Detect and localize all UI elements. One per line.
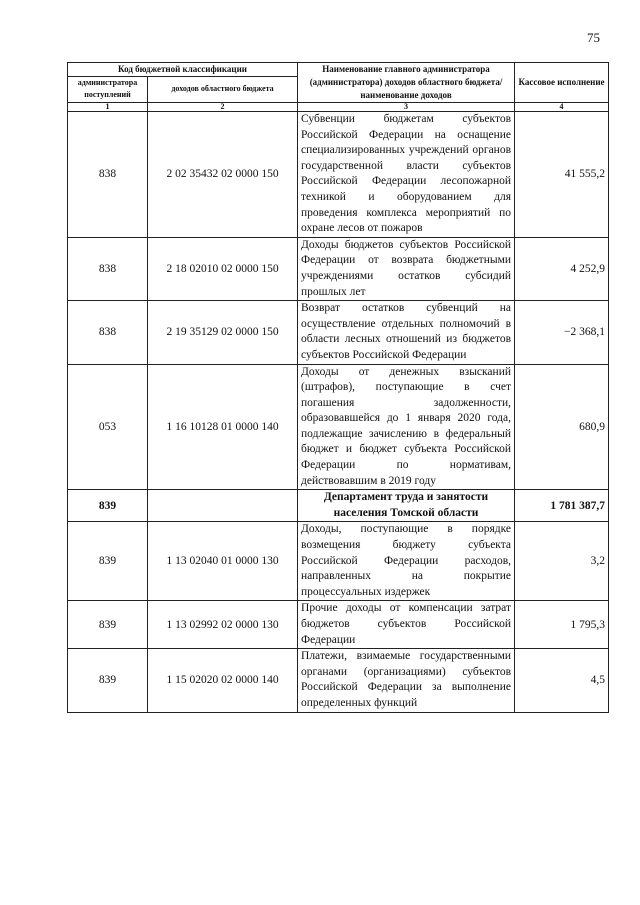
table-row bbox=[68, 301, 609, 364]
income-code-cell: 2 19 35129 02 0000 150 bbox=[148, 301, 298, 364]
header-income-code: доходов областного бюджета bbox=[148, 76, 298, 102]
admin-code-cell: 838 bbox=[68, 301, 148, 364]
department-total-cell: 1 781 387,7 bbox=[515, 490, 609, 522]
income-name-cell: Доходы от денежных взысканий (штрафов), поступающие в счет погашения задолженности, образовавшейся до 1 января 2020 года, подлежащие зачислению в федеральный бюджет и бюджет субъекта Российской Федерации по нормативам, действовавшим в 2019 году bbox=[298, 364, 515, 490]
amount-cell: 3,2 bbox=[515, 522, 609, 601]
admin-code-cell: 839 bbox=[68, 649, 148, 712]
table-row bbox=[68, 601, 609, 649]
income-name-cell: Возврат остатков субвенций на осуществление отдельных полномочий в области лесных отношений из бюджетов субъектов Российской Федерации bbox=[298, 301, 515, 364]
admin-code-cell: 839 bbox=[68, 601, 148, 649]
income-code-cell: 2 18 02010 02 0000 150 bbox=[148, 237, 298, 300]
column-number-4: 4 bbox=[515, 103, 609, 112]
income-name-cell: Платежи, взимаемые государственными органами (организациями) субъектов Российской Федерации за выполнение определенных функций bbox=[298, 649, 515, 712]
table-row bbox=[68, 112, 609, 238]
column-number-1: 1 bbox=[68, 103, 148, 112]
budget-revenue-table bbox=[67, 62, 609, 713]
income-code-cell: 1 13 02992 02 0000 130 bbox=[148, 601, 298, 649]
admin-code-cell: 838 bbox=[68, 237, 148, 300]
income-code-cell: 1 16 10128 01 0000 140 bbox=[148, 364, 298, 490]
income-code-cell: 2 02 35432 02 0000 150 bbox=[148, 112, 298, 238]
header-cash-execution: Кассовое исполнение bbox=[515, 63, 609, 103]
table-row bbox=[68, 364, 609, 490]
income-name-cell: Прочие доходы от компенсации затрат бюджетов субъектов Российской Федерации bbox=[298, 601, 515, 649]
header-administrator-name: Наименование главного администратора (администратора) доходов областного бюджета/ наименование доходов bbox=[298, 63, 515, 103]
income-code-cell: 1 13 02040 01 0000 130 bbox=[148, 522, 298, 601]
income-name-cell: Доходы бюджетов субъектов Российской Федерации от возврата бюджетными учреждениями остатков субсидий прошлых лет bbox=[298, 237, 515, 300]
income-name-cell: Доходы, поступающие в порядке возмещения бюджету субъекта Российской Федерации расходов, направленных на покрытие процессуальных издержек bbox=[298, 522, 515, 601]
department-row bbox=[68, 490, 609, 522]
admin-code-cell: 838 bbox=[68, 112, 148, 238]
amount-cell: 41 555,2 bbox=[515, 112, 609, 238]
income-name-cell: Субвенции бюджетам субъектов Российской Федерации на оснащение специализированных учреждений органов государственной власти субъектов Российской Федерации лесопожарной техникой и оборудованием для проведения комплекса мероприятий по охране лесов от пожаров bbox=[298, 112, 515, 238]
header-classification-code: Код бюджетной классификации bbox=[68, 63, 298, 77]
page-number: 75 bbox=[587, 30, 600, 45]
header-admin-code: администратора поступлений bbox=[68, 76, 148, 102]
table-row bbox=[68, 522, 609, 601]
column-number-3: 3 bbox=[298, 103, 515, 112]
admin-code-cell: 053 bbox=[68, 364, 148, 490]
income-code-cell: 1 15 02020 02 0000 140 bbox=[148, 649, 298, 712]
amount-cell: 1 795,3 bbox=[515, 601, 609, 649]
department-name-cell: Департамент труда и занятости населения Томской области bbox=[298, 490, 515, 522]
amount-cell: 680,9 bbox=[515, 364, 609, 490]
table-row bbox=[68, 237, 609, 300]
table-row bbox=[68, 649, 609, 712]
column-number-2: 2 bbox=[148, 103, 298, 112]
amount-cell: 4,5 bbox=[515, 649, 609, 712]
income-code-cell bbox=[148, 490, 298, 522]
amount-cell: −2 368,1 bbox=[515, 301, 609, 364]
admin-code-cell: 839 bbox=[68, 522, 148, 601]
amount-cell: 4 252,9 bbox=[515, 237, 609, 300]
admin-code-cell: 839 bbox=[68, 490, 148, 522]
